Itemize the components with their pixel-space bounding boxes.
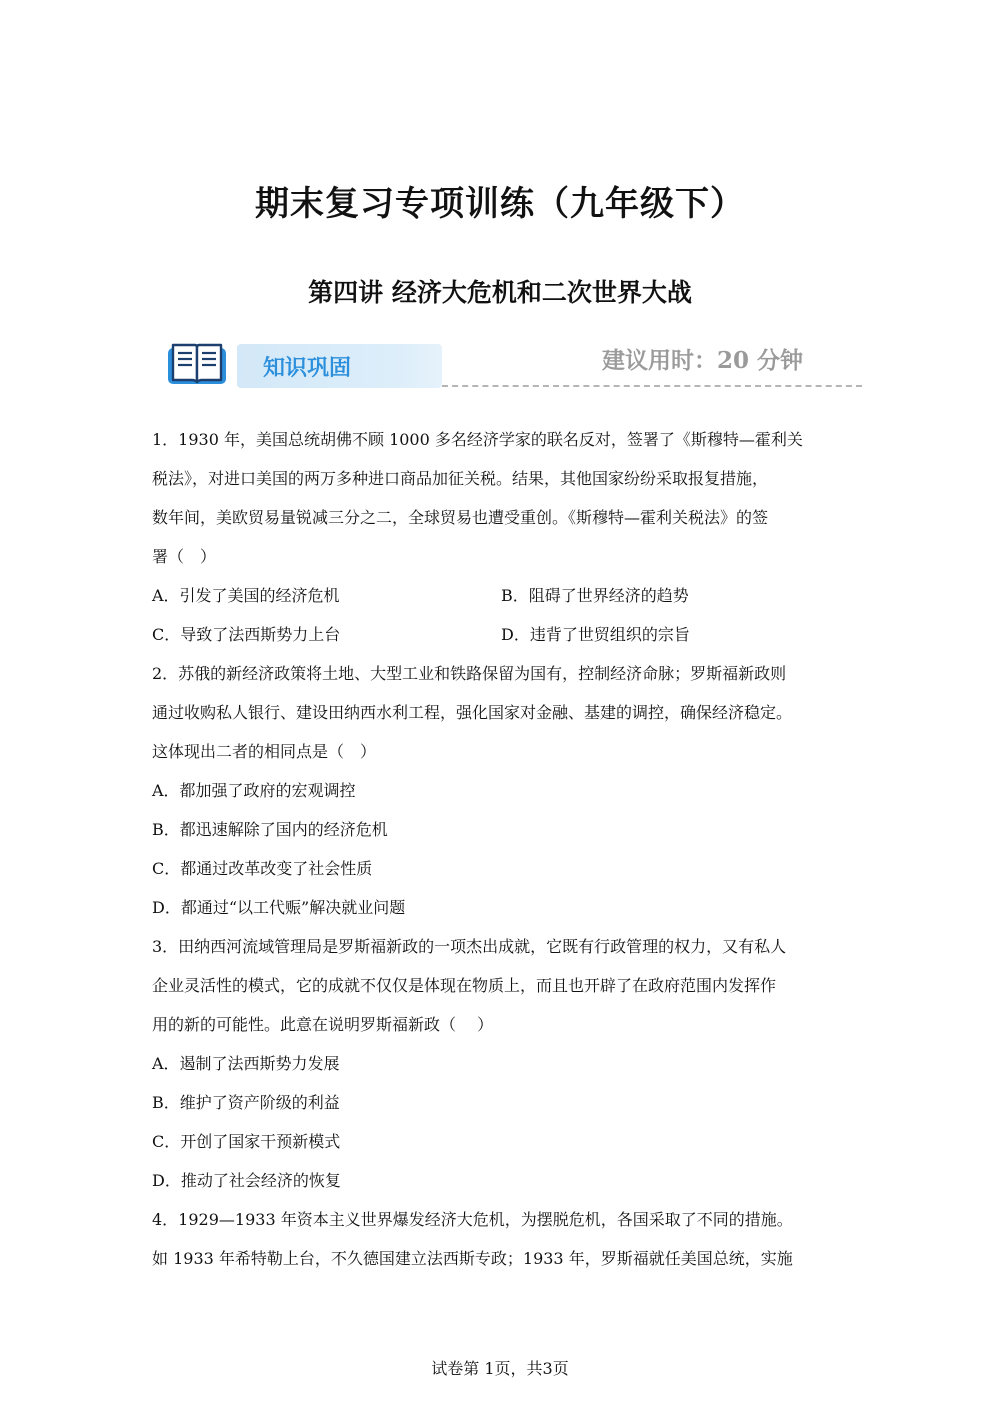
question-text-line: 3．田纳西河流域管理局是罗斯福新政的一项杰出成就，它既有行政管理的权力，又有私人 — [152, 937, 787, 956]
question-text-line: 4．1929—1933 年资本主义世界爆发经济大危机，为摆脱危机，各国采取了不同的措施。 — [152, 1210, 793, 1229]
question-text-line: 1．1930 年，美国总统胡佛不顾 1000 多名经济学家的联名反对，签署了《斯穆特—霍利关 — [152, 430, 803, 449]
page-title: 期末复习专项训练（九年级下） — [255, 184, 745, 224]
option-a: A．都加强了政府的宏观调控 — [152, 781, 356, 800]
suggested-time: 建议用时：20 分钟 — [602, 347, 804, 374]
option-a: A．引发了美国的经济危机 — [152, 586, 340, 605]
question-text-line: 2．苏俄的新经济政策将土地、大型工业和铁路保留为国有，控制经济命脉；罗斯福新政则 — [152, 664, 787, 683]
section-banner — [165, 336, 865, 392]
option-row — [152, 576, 852, 615]
option-b: B．维护了资产阶级的利益 — [152, 1093, 340, 1112]
question-text-line: 数年间，美欧贸易量锐减三分之二，全球贸易也遭受重创。《斯穆特—霍利关税法》的签 — [152, 508, 769, 527]
question-3 — [152, 927, 852, 1200]
question-text-line: 如 1933 年希特勒上台，不久德国建立法西斯专政；1933 年，罗斯福就任美国总统，实施 — [152, 1249, 793, 1268]
book-icon — [165, 338, 229, 388]
option-row — [152, 615, 852, 654]
divider — [442, 385, 862, 387]
section-label-box — [237, 344, 442, 388]
option-a: A．遏制了法西斯势力发展 — [152, 1054, 340, 1073]
question-list — [152, 420, 852, 1278]
section-label: 知识巩固 — [263, 355, 352, 381]
option-d: D．都通过“以工代赈”解决就业问题 — [152, 898, 406, 917]
option-b: B．阻碍了世界经济的趋势 — [501, 586, 689, 605]
page-subtitle: 第四讲 经济大危机和二次世界大战 — [308, 278, 692, 307]
option-c: C．导致了法西斯势力上台 — [152, 625, 341, 644]
question-text-line: 通过收购私人银行、建设田纳西水利工程，强化国家对金融、基建的调控，确保经济稳定。 — [152, 703, 793, 722]
option-d: D．推动了社会经济的恢复 — [152, 1171, 341, 1190]
page-footer: 试卷第 1页，共3页 — [431, 1359, 569, 1378]
option-b: B．都迅速解除了国内的经济危机 — [152, 820, 388, 839]
question-4 — [152, 1200, 852, 1278]
option-d: D．违背了世贸组织的宗旨 — [501, 625, 690, 644]
question-text-line: 企业灵活性的模式，它的成就不仅仅是体现在物质上，而且也开辟了在政府范围内发挥作 — [152, 976, 777, 995]
question-text-line: 用的新的可能性。此意在说明罗斯福新政（ ） — [152, 1015, 494, 1034]
question-text-line: 署（ ） — [152, 547, 217, 566]
option-c: C．都通过改革改变了社会性质 — [152, 859, 373, 878]
question-2 — [152, 654, 852, 927]
option-c: C．开创了国家干预新模式 — [152, 1132, 341, 1151]
question-text-line: 税法》，对进口美国的两万多种进口商品加征关税。结果，其他国家纷纷采取报复措施， — [152, 469, 769, 488]
question-1 — [152, 420, 852, 654]
question-text-line: 这体现出二者的相同点是（ ） — [152, 742, 377, 761]
